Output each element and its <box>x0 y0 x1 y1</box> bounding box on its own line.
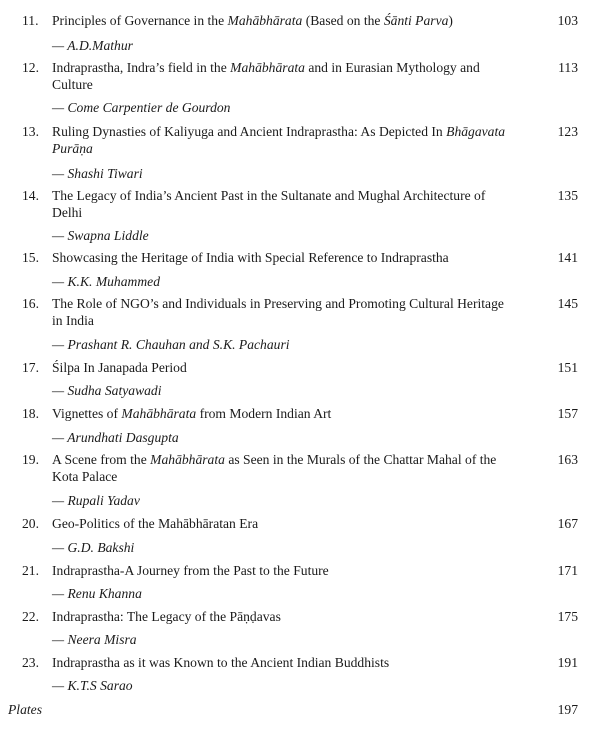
entry-title: Principles of Governance in the Mahābhārata (Based on the Śānti Parva) <box>52 13 453 28</box>
entry-title: Indraprastha, Indra’s field in the Mahābhārata and in Eurasian Mythology and Culture <box>52 60 480 92</box>
entry-author: — Swapna Liddle <box>52 228 149 243</box>
entry-title: The Legacy of India’s Ancient Past in the Sultanate and Mughal Architecture of Delhi <box>52 188 486 220</box>
entry-page-number: 175 <box>557 609 578 624</box>
entry-number: 15. <box>22 250 39 265</box>
entry-page-number: 103 <box>557 13 578 28</box>
entry-title: Indraprastha as it was Known to the Ancient Indian Buddhists <box>52 655 390 670</box>
entry-number: 16. <box>22 296 39 311</box>
entry-number: 11. <box>22 13 39 28</box>
entry-author: — K.K. Muhammed <box>52 274 160 289</box>
plates-page-number: 197 <box>557 702 578 717</box>
entry-page-number: 113 <box>558 60 578 75</box>
entry-author: — Come Carpentier de Gourdon <box>52 100 231 115</box>
entry-number: 17. <box>22 360 39 375</box>
entry-page-number: 171 <box>557 563 578 578</box>
entry-author: — Neera Misra <box>52 632 137 647</box>
entry-number: 23. <box>22 655 39 670</box>
entry-author: — K.T.S Sarao <box>52 678 133 693</box>
entry-number: 14. <box>22 188 39 203</box>
entry-number: 21. <box>22 563 39 578</box>
entry-title: The Role of NGO’s and Individuals in Preserving and Promoting Cultural Heritage in India <box>52 296 504 328</box>
entry-author: — Sudha Satyawadi <box>52 383 162 398</box>
entry-page-number: 135 <box>557 188 578 203</box>
entry-author: — Arundhati Dasgupta <box>52 430 179 445</box>
entry-author: — A.D.Mathur <box>52 38 133 53</box>
entry-number: 20. <box>22 516 39 531</box>
entry-page-number: 157 <box>557 406 578 421</box>
entry-page-number: 141 <box>557 250 578 265</box>
entry-title: Indraprastha-A Journey from the Past to the Future <box>52 563 329 578</box>
entry-title: Ruling Dynasties of Kaliyuga and Ancient Indraprastha: As Depicted In Bhāgavata Purāṇa <box>52 124 506 156</box>
entry-title: A Scene from the Mahābhārata as Seen in the Murals of the Chattar Mahal of the Kota Palace <box>52 452 497 484</box>
entry-title: Geo-Politics of the Mahābhāratan Era <box>52 516 259 531</box>
entry-page-number: 123 <box>557 124 578 139</box>
entry-number: 13. <box>22 124 39 139</box>
entry-page-number: 191 <box>557 655 578 670</box>
entry-number: 12. <box>22 60 39 75</box>
entry-number: 19. <box>22 452 39 467</box>
entry-author: — Prashant R. Chauhan and S.K. Pachauri <box>52 337 290 352</box>
entry-page-number: 151 <box>557 360 578 375</box>
entry-author: — Renu Khanna <box>52 586 142 601</box>
entry-author: — G.D. Bakshi <box>52 540 135 555</box>
entry-title: Vignettes of Mahābhārata from Modern Indian Art <box>52 406 332 421</box>
entry-author: — Shashi Tiwari <box>52 166 143 181</box>
entry-page-number: 167 <box>557 516 578 531</box>
entry-page-number: 145 <box>557 296 578 311</box>
entry-number: 22. <box>22 609 39 624</box>
entry-author: — Rupali Yadav <box>52 493 140 508</box>
entry-page-number: 163 <box>557 452 578 467</box>
entry-title: Śilpa In Janapada Period <box>52 360 187 375</box>
entry-title: Showcasing the Heritage of India with Special Reference to Indraprastha <box>52 250 449 265</box>
plates-label: Plates <box>8 702 42 717</box>
entry-title: Indraprastha: The Legacy of the Pāṇḍavas <box>52 609 281 624</box>
entry-number: 18. <box>22 406 39 421</box>
